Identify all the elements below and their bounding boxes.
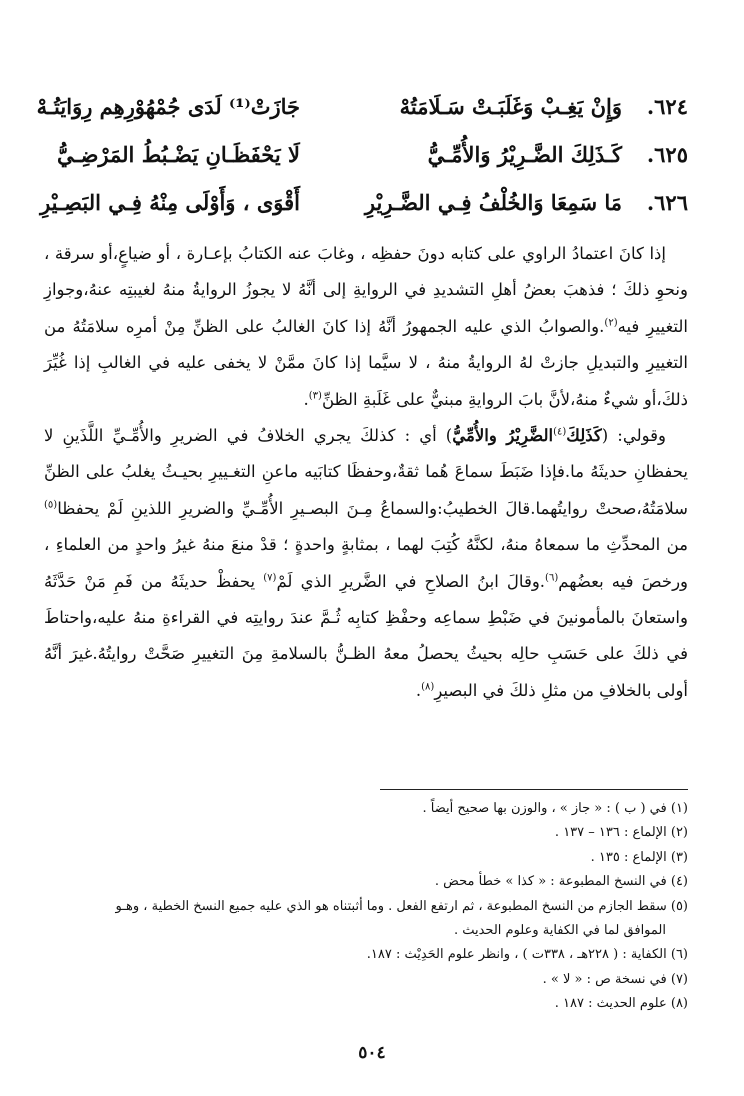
footnote-ref: (٦) xyxy=(545,572,559,584)
footnote: (٥) سقط الجازم من النسخ المطبوعة ، ثم ارتفع الفعل . وما أثبتناه هو الذي عليه جميع النسخ الخطية ، وهـو xyxy=(115,898,688,914)
footnote-continuation: الموافق لما في الكفاية وعلوم الحديث . xyxy=(453,923,666,939)
commentary-paragraph: وقولي: (كَذَلِكَ$^{(٤)}$الضَّرِيْرُ والأُمِّيُّ) أي : كذلكَ يجري الخلافُ في الضريرِ والأُمِّـيِّ اللَّذَينِ لا يحفظانِ حديثَهُ ما.فإذا ضَبَطَ سماعَ هُما ثقةٌ،وحفظَا كتابَيه ماعنِ التغـييرِ بحيـثُ يغلبُ على الظنِّ سلامَتُهُ،صحتْ روايتُهما.قالَ الخطيبُ:والسماعُ مِـنَ البصـيرِ الأُمِّـيِّ والضريرِ اللذينِ لَمْ يحفظا$^{(٥)}$ من المحدِّثِ ما سمعاهُ منهُ، لكنَّهُ كُتِبَ لهما ، بمثابةٍ واحدةٍ ؛ قدْ منعَ منهُ غيرُ واحدٍ من العلماءِ ، ورخصَ فيه بعضُهم$^{(٦)}$.وقالَ ابنُ الصلاحِ في الضَّريرِ الذي لَمْ$^{(٧)}$ يحفظْ حديثَهُ من فَمِ مَنْ حَدَّثَهُ واستعانَ بالمأمونينَ في ضَبْطِ سماعِه وحفْظِ كتابِه ثُـمَّ عندَ روايتِه في القراءةِ منهُ عليه،واحتاطَ في ذلكَ على حَسَبِ حالِه بحيثُ يحصلُ معهُ الظـنُّ بالسلامةِ مِنَ التغييرِ صَحَّتْ روايتُهُ.غيرَ أنَّهُ أولى بالخلافِ من مثلِ ذلكَ في البصيرِ$^{(٨)}$. xyxy=(44,426,688,700)
footnote: (٦) الكفاية : ( ٢٢٨هـ ، ٣٣٨ت ) ، وانظر علوم الحَدِيْث : ١٨٧. xyxy=(366,947,688,963)
verse-second-hemistich: لَا يَحْفَظَـانِ يَضْـبُطُ المَرْضِـيُّ xyxy=(56,142,300,167)
footnote: (١) في ( ب ) : « جاز » ، والوزن بها صحيح أيضاً . xyxy=(422,801,688,816)
verse-first-hemistich: وَإِنْ يَغِـبْ وَغَلَبَـتْ سَـلَامَتُهْ xyxy=(399,94,622,119)
footnote-divider xyxy=(380,789,688,790)
verse-second-hemistich: جَازَتْ⁽¹⁾ لَدَى جُمْهُوْرِهِم رِوَايَتُـهْ xyxy=(36,94,300,119)
commentary-paragraph: إذا كانَ اعتمادُ الراوي على كتابه دونَ حفظِه ، وغابَ عنه الكتابُ بإعـارة ، أو ضياعٍ،أو سرقة ، ونحوِ ذلكَ ؛ فذهبَ بعضُ أهلِ التشديدِ في الروايةِ إلى أنَّهُ لا يجوزُ الروايةُ منهُ لغيبتِه عنهُ،وجوازِ التغييرِ فيه$^{(٢)}$.والصوابُ الذي عليه الجمهورُ أنَّهُ إذا كانَ الغالبُ على الظنِّ مِنْ أمرِه سلامَتُهُ من التغييرِ والتبديلِ جازتْ لهُ الروايةُ منهُ ، لا سيَّما إذا كانَ ممَّنْ لا يخفى عليه في الغالبِ إذا غُيِّرَ ذلكَ،أو شيءٌ منهُ،لأنَّ بابَ الروايةِ مبنيٌّ على غَلَبةِ الظنِّ$^{(٣)}$. xyxy=(44,244,688,409)
footnote: (٣) الإلماع : ١٣٥ . xyxy=(590,849,688,865)
page-number: ٥٠٤ xyxy=(358,1043,386,1063)
footnotes xyxy=(44,797,688,1017)
footnote-ref: (٤) xyxy=(553,426,567,438)
quoted-verse-text: كَذَلِكَ xyxy=(566,426,602,446)
footnote-ref: (٨) xyxy=(421,681,435,693)
verse-number: ٦٢٥. xyxy=(646,142,688,167)
commentary-body xyxy=(44,236,688,709)
verse-block xyxy=(36,88,688,232)
verse-line xyxy=(40,136,688,184)
verse-line xyxy=(40,184,688,232)
verse-first-hemistich: مَا سَمِعَا وَالخُلْفُ فِـي الضَّـرِيْرِ xyxy=(364,190,622,215)
footnote: (٧) في نسخة ص : « لا » . xyxy=(542,971,688,987)
footnote-ref: (٢) xyxy=(604,317,618,329)
verse-line xyxy=(36,88,688,136)
footnote: (٤) في النسخ المطبوعة : « كذا » خطأ محض . xyxy=(434,874,688,890)
footnote: (٢) الإلماع : ١٣٦ – ١٣٧ . xyxy=(554,825,688,841)
footnote-ref: (٣) xyxy=(308,390,322,402)
verse-first-hemistich: كَـذَلِكَ الضَّـرِيْرُ وَالأُمِّـيُّ xyxy=(427,142,622,167)
footnote-ref: (٧) xyxy=(263,572,277,584)
verse-number: ٦٢٤. xyxy=(646,94,688,119)
footnote: (٨) علوم الحديث : ١٨٧ . xyxy=(554,996,688,1012)
verse-second-hemistich: أَقْوَى ، وَأَوْلَى مِنْهُ فِـي البَصِـيْرِ xyxy=(40,190,300,215)
quoted-verse-text: الضَّرِيْرُ والأُمِّيُّ xyxy=(452,426,554,446)
footnote-ref: (٥) xyxy=(44,499,58,511)
verse-number: ٦٢٦. xyxy=(646,190,688,215)
